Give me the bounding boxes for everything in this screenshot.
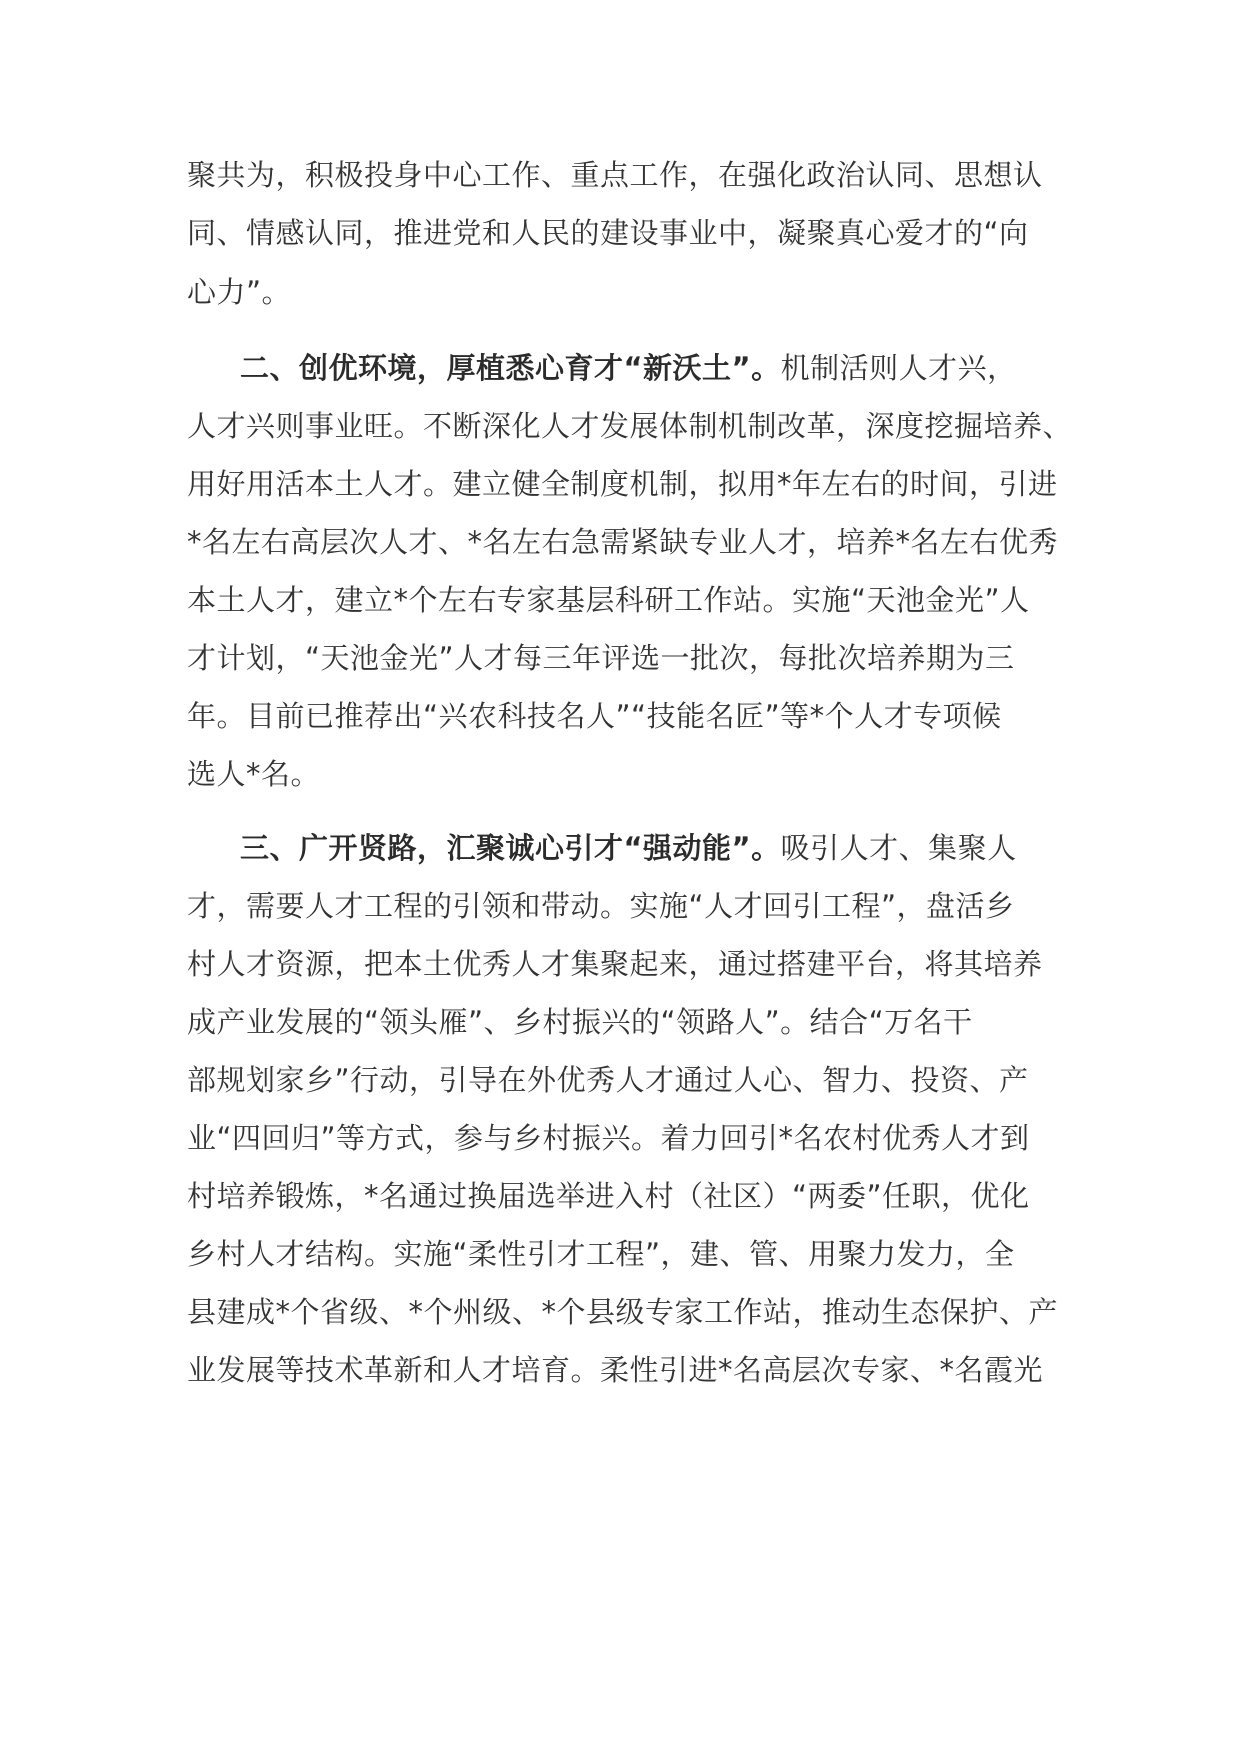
paragraph-line: 年。目前已推荐出“兴农科技名人”“技能名匠”等*个人才专项候 bbox=[187, 699, 1002, 733]
paragraph-line: 乡村人才结构。实施“柔性引才工程”，建、管、用聚力发力，全 bbox=[187, 1237, 1015, 1271]
paragraph-line: 业发展等技术革新和人才培育。柔性引进*名高层次专家、*名霞光 bbox=[187, 1353, 1044, 1387]
paragraph-line: 部规划家乡”行动，引导在外优秀人才通过人心、智力、投资、产 bbox=[187, 1063, 1029, 1097]
paragraph-line: 本土人才，建立*个左右专家基层科研工作站。实施“天池金光”人 bbox=[187, 583, 1030, 617]
paragraph-line: *名左右高层次人才、*名左右急需紧缺专业人才，培养*名左右优秀 bbox=[187, 525, 1059, 559]
section-2-lead-text: 机制活则人才兴， bbox=[780, 351, 1017, 385]
paragraph-line: 用好用活本土人才。建立健全制度机制，拟用*年左右的时间，引进 bbox=[187, 467, 1058, 501]
paragraph-line: 成产业发展的“领头雁”、乡村振兴的“领路人”。结合“万名干 bbox=[187, 1005, 973, 1039]
paragraph-line: 选人*名。 bbox=[187, 757, 321, 791]
section-2-heading: 二、创优环境，厚植悉心育才“新沃土”。 bbox=[240, 351, 781, 385]
paragraph-line: 人才兴则事业旺。不断深化人才发展体制机制改革，深度挖掘培养、 bbox=[187, 409, 1073, 443]
paragraph-line: 心力”。 bbox=[187, 275, 292, 309]
section-3-heading: 三、广开贤路，汇聚诚心引才“强动能”。 bbox=[240, 831, 781, 865]
paragraph-line: 才，需要人才工程的引领和带动。实施“人才回引工程”，盘活乡 bbox=[187, 889, 1015, 923]
paragraph-line: 同、情感认同，推进党和人民的建设事业中，凝聚真心爱才的“向 bbox=[187, 216, 1029, 250]
paragraph-line: 村培养锻炼，*名通过换届选举进入村（社区）“两委”任职，优化 bbox=[187, 1179, 1030, 1213]
section-3-first-line bbox=[240, 830, 1017, 866]
paragraph-line: 业“四回归”等方式，参与乡村振兴。着力回引*名农村优秀人才到 bbox=[187, 1121, 1030, 1155]
paragraph-line: 村人才资源，把本土优秀人才集聚起来，通过搭建平台，将其培养 bbox=[187, 947, 1043, 981]
paragraph-line: 县建成*个省级、*个州级、*个县级专家工作站，推动生态保护、产 bbox=[187, 1295, 1059, 1329]
paragraph-line: 聚共为，积极投身中心工作、重点工作，在强化政治认同、思想认 bbox=[187, 158, 1043, 192]
section-3-lead-text: 吸引人才、集聚人 bbox=[780, 831, 1017, 865]
section-2-first-line bbox=[240, 350, 1017, 386]
paragraph-line: 才计划，“天池金光”人才每三年评选一批次，每批次培养期为三 bbox=[187, 641, 1015, 675]
